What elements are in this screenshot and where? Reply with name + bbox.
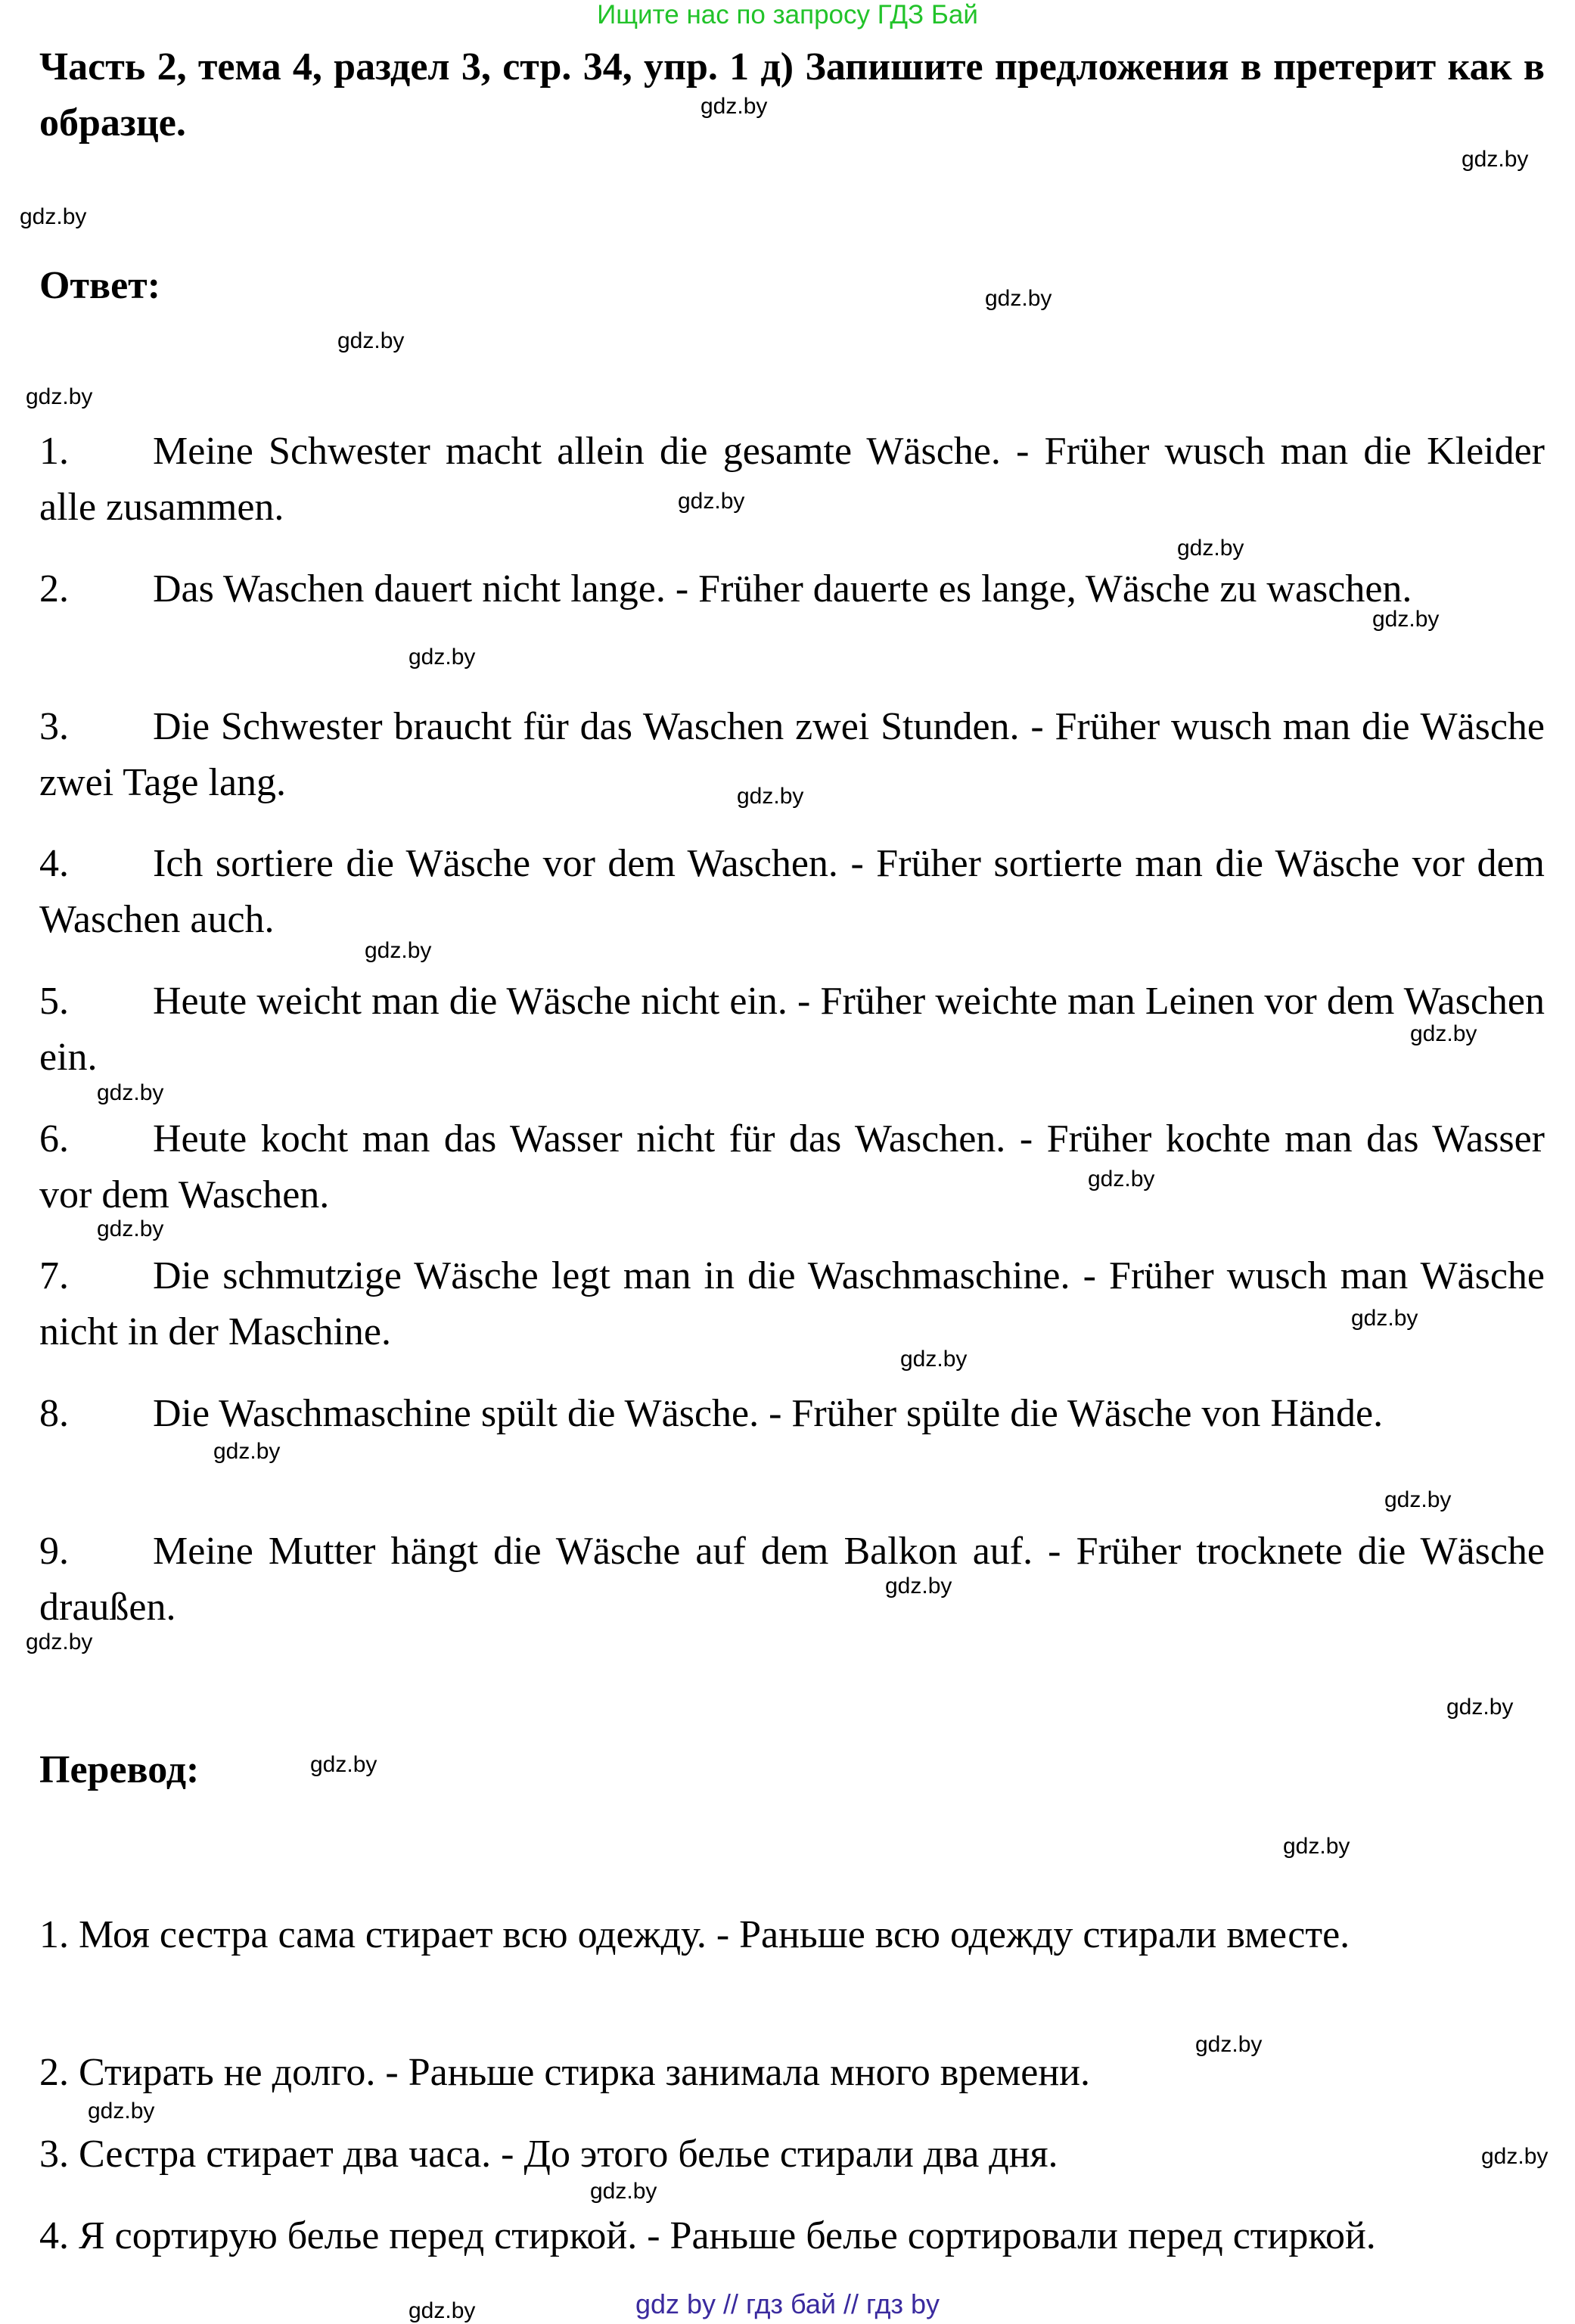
watermark: gdz.by [1351, 1306, 1418, 1331]
answer-text: Meine Mutter hängt die Wäsche auf dem Balkon auf. - Früher trocknete die Wäsche draußen. [39, 1530, 1545, 1629]
watermark: gdz.by [1384, 1487, 1452, 1512]
answer-number: 2. [39, 567, 69, 611]
watermark: gdz.by [20, 204, 87, 229]
watermark: gdz.by [678, 489, 745, 514]
answer-text: Das Waschen dauert nicht lange. - Früher dauerte es lange, Wäsche zu waschen. [153, 567, 1412, 611]
watermark: gdz.by [1195, 2032, 1263, 2057]
answer-text: Meine Schwester macht allein die gesamte Wäsche. - Früher wusch man die Kleider alle zusammen. [39, 430, 1545, 529]
watermark: gdz.by [590, 2179, 657, 2204]
answer-item [39, 836, 1545, 948]
answer-item [39, 1386, 1545, 1442]
watermark: gdz.by [1410, 1021, 1477, 1046]
answer-number: 6. [39, 1117, 69, 1160]
watermark: gdz.by [1088, 1167, 1155, 1192]
translation-item: 1. Моя сестра сама стирает всю одежду. - Раньше всю одежду стирали вместе. [39, 1913, 1350, 1956]
watermark: gdz.by [1481, 2144, 1549, 2169]
answer-item [39, 1524, 1545, 1636]
translation-item: 3. Сестра стирает два часа. - До этого белье стирали два дня. [39, 2133, 1058, 2176]
watermark: gdz.by [1462, 147, 1529, 172]
answer-item [39, 561, 1545, 617]
watermark: gdz.by [985, 286, 1052, 311]
answer-number: 5. [39, 980, 69, 1023]
translation-item: 4. Я сортирую белье перед стиркой. - Раньше белье сортировали перед стиркой. [39, 2214, 1376, 2257]
answer-number: 9. [39, 1530, 69, 1573]
watermark: gdz.by [26, 1630, 93, 1654]
watermark: gdz.by [337, 328, 405, 353]
answer-item [39, 1248, 1545, 1360]
answer-text: Heute weicht man die Wäsche nicht ein. - Früher weichte man Leinen vor dem Waschen ein. [39, 980, 1545, 1079]
top-banner[interactable]: Ищите нас по запросу ГДЗ Бай [597, 0, 978, 30]
answer-text: Ich sortiere die Wäsche vor dem Waschen. - Früher sortierte man die Wäsche vor dem Waschen auch. [39, 842, 1545, 941]
answer-number: 1. [39, 430, 69, 473]
footer-links[interactable]: gdz by // гдз бай // гдз by [635, 2288, 940, 2319]
watermark: gdz.by [1372, 607, 1440, 632]
watermark: gdz.by [310, 1752, 377, 1777]
answer-label: Ответ: [39, 264, 161, 307]
translation-label: Перевод: [39, 1748, 200, 1791]
watermark: gdz.by [1283, 1834, 1350, 1859]
answer-text: Heute kocht man das Wasser nicht für das Waschen. - Früher kochte man das Wasser vor dem Waschen. [39, 1117, 1545, 1216]
watermark: gdz.by [26, 384, 93, 409]
answer-item [39, 1111, 1545, 1223]
watermark: gdz.by [885, 1574, 952, 1599]
translation-item: 2. Стирать не долго. - Раньше стирка занимала много времени. [39, 2051, 1090, 2094]
watermark: gdz.by [97, 1216, 164, 1241]
answer-item [39, 974, 1545, 1086]
answer-number: 8. [39, 1392, 69, 1435]
answer-text: Die Waschmaschine spült die Wäsche. - Früher spülte die Wäsche von Hände. [153, 1392, 1384, 1435]
answer-item [39, 424, 1545, 536]
exercise-header: Часть 2, тема 4, раздел 3, стр. 34, упр. 1 д) Запишите предложения в претерит как в образце. [39, 45, 1545, 144]
answer-text: Die Schwester braucht für das Waschen zwei Stunden. - Früher wusch man die Wäsche zwei Tage lang. [39, 705, 1545, 804]
watermark: gdz.by [213, 1439, 281, 1464]
answer-number: 3. [39, 705, 69, 748]
watermark: gdz.by [900, 1347, 968, 1372]
answer-text: Die schmutzige Wäsche legt man in die Waschmaschine. - Früher wusch man Wäsche nicht in der Maschine. [39, 1254, 1545, 1353]
watermark: gdz.by [409, 2298, 476, 2323]
watermark: gdz.by [88, 2099, 155, 2124]
answer-number: 4. [39, 842, 69, 885]
answer-number: 7. [39, 1254, 69, 1297]
watermark: gdz.by [365, 938, 432, 963]
watermark: gdz.by [1177, 536, 1244, 561]
watermark: gdz.by [737, 784, 804, 809]
watermark: gdz.by [409, 645, 476, 670]
watermark: gdz.by [1446, 1695, 1514, 1720]
watermark: gdz.by [97, 1080, 164, 1105]
watermark: gdz.by [701, 94, 768, 119]
